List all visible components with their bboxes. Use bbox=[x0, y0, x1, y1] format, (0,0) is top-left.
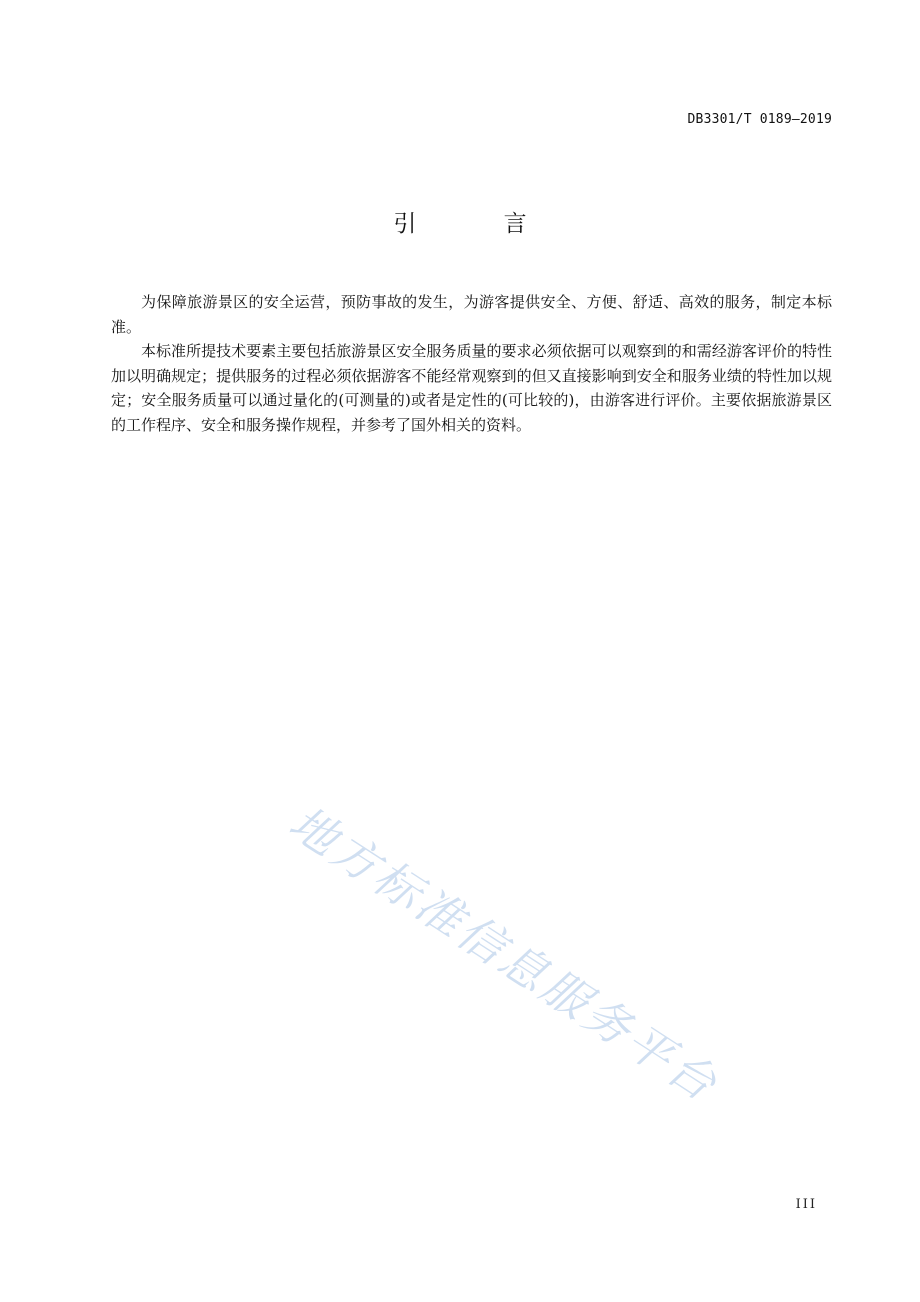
body-text bbox=[111, 290, 832, 437]
watermark: 地方标准信息服务平台 bbox=[279, 795, 729, 1113]
paragraph-purpose: 为保障旅游景区的安全运营，预防事故的发生，为游客提供安全、方便、舒适、高效的服务，制定本标准。 bbox=[111, 293, 832, 336]
section-title: 引 言 bbox=[393, 211, 567, 237]
document-code: DB3301/T 0189—2019 bbox=[687, 112, 832, 127]
page-number: III bbox=[795, 1197, 817, 1212]
paragraph-scope: 本标准所提技术要素主要包括旅游景区安全服务质量的要求必须依据可以观察到的和需经游客评价的特性加以明确规定；提供服务的过程必须依据游客不能经常观察到的但又直接影响到安全和服务业绩的特性加以规定；安全服务质量可以通过量化的(可测量的)或者是定性的(可比较的)，由游客进行评价。主要依据旅游景区的工作程序、安全和服务操作规程，并参考了国外相关的资料。 bbox=[111, 342, 832, 434]
